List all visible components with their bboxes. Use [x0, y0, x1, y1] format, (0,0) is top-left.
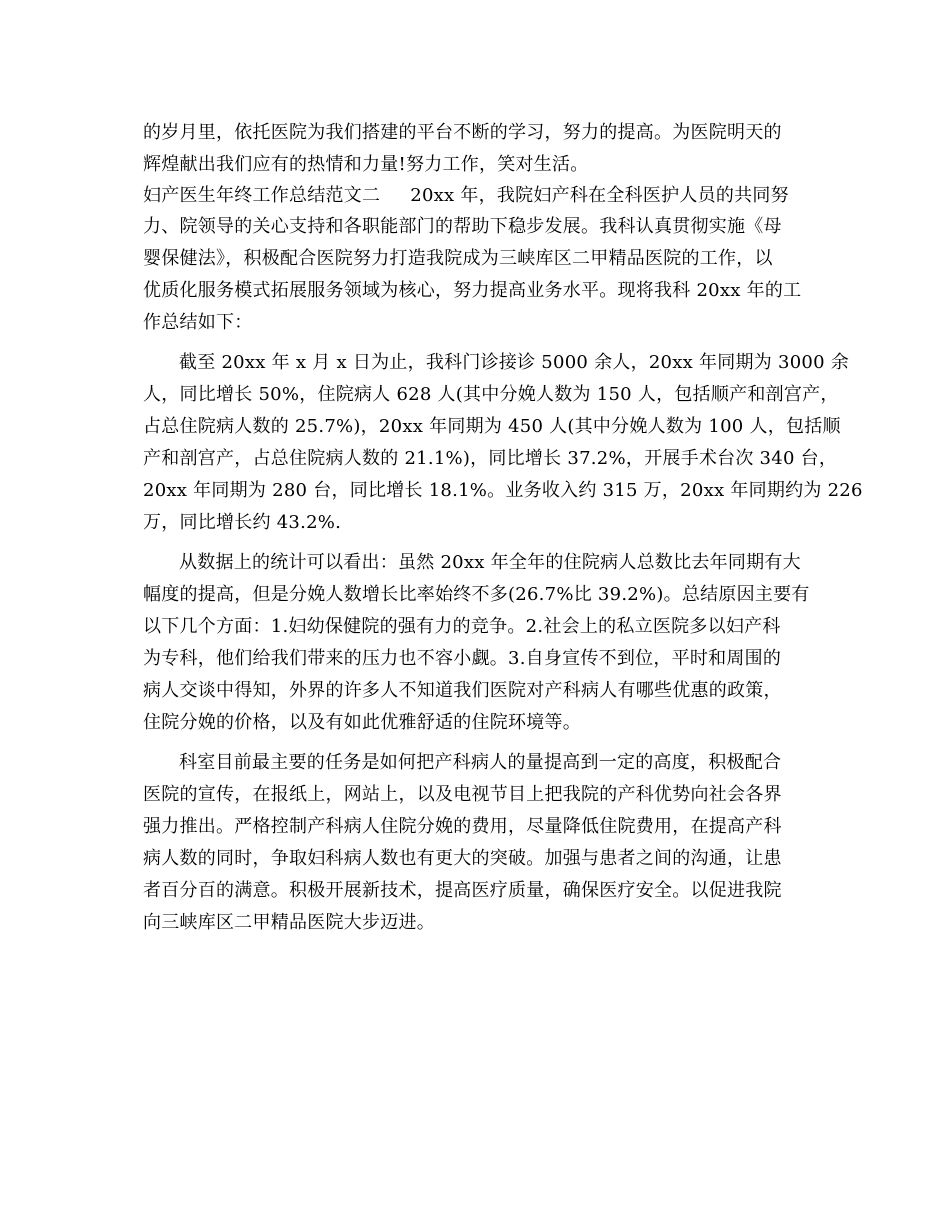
paragraph-gap: [143, 739, 803, 747]
text-line: 作总结如下：: [143, 312, 253, 333]
text-line: 截至 20xx 年 x 月 x 日为止，我科门诊接诊 5000 余人，20xx 年同期为 3000 余: [179, 352, 850, 373]
statistics-paragraph: [143, 347, 863, 539]
text-line: 向三峡库区二甲精品医院大步迈进。: [143, 912, 435, 933]
section-title: 妇产医生年终工作总结范文二: [143, 185, 381, 206]
text-line: 婴保健法》，积极配合医院努力打造我院成为三峡库区二甲精品医院的工作，以: [143, 248, 773, 269]
text-line: 产和剖宫产，占总住院病人数的 21.1%)，同比增长 37.2%，开展手术台次 340 台，: [143, 448, 838, 469]
text-line: 为专科，他们给我们带来的压力也不容小觑。3.自身宣传不到位，平时和周围的: [143, 648, 782, 669]
paragraph-gap: [143, 339, 803, 347]
text-line: 20xx 年同期为 280 台，同比增长 18.1%。业务收入约 315 万，20xx 年同期约为 226: [143, 480, 863, 501]
text-line: 人，同比增长 50%，住院病人 628 人(其中分娩人数为 150 人，包括顺产和剖宫产，: [143, 384, 839, 405]
section-heading-line: [143, 181, 803, 211]
text-line: 万，同比增长约 43.2%.: [143, 512, 342, 533]
text-line: 医院的宣传，在报纸上，网站上，以及电视节目上把我院的产科优势向社会各界: [143, 784, 782, 805]
text-line: 住院分娩的价格，以及有如此优雅舒适的住院环境等。: [143, 712, 581, 733]
text-line: 占总住院病人数的 25.7%)，20xx 年同期为 450 人(其中分娩人数为 100 人，包括顺: [143, 416, 841, 437]
text-line: 病人数的同时，争取妇科病人数也有更大的突破。加强与患者之间的沟通，让患: [143, 848, 782, 869]
analysis-paragraph: [143, 547, 810, 739]
text-line: 以下几个方面：1.妇幼保健院的强有力的竞争。2.社会上的私立医院多以妇产科: [143, 616, 781, 637]
text-line: 幅度的提高，但是分娩人数增长比率始终不多(26.7%比 39.2%)。总结原因主要有: [143, 584, 810, 605]
tasks-paragraph: [143, 747, 803, 939]
text-line: 的岁月里，依托医院为我们搭建的平台不断的学习，努力的提高。为医院明天的: [143, 122, 782, 143]
section-heading-paragraph: [143, 181, 803, 339]
intro-paragraph: [143, 117, 803, 181]
section-lead-text: 20xx 年，我院妇产科在全科医护人员的共同努: [410, 185, 789, 206]
text-line: 优质化服务模式拓展服务领域为核心，努力提高业务水平。现将我科 20xx 年的工: [143, 280, 802, 301]
paragraph-gap: [143, 539, 803, 547]
text-line: 力、院领导的关心支持和各职能部门的帮助下稳步发展。我科认真贯彻实施《母: [143, 216, 782, 237]
document-body: [143, 117, 863, 939]
text-line: 病人交谈中得知，外界的许多人不知道我们医院对产科病人有哪些优惠的政策，: [143, 680, 782, 701]
text-line: 者百分百的满意。积极开展新技术，提高医疗质量，确保医疗安全。以促进我院: [143, 880, 782, 901]
text-line: 辉煌献出我们应有的热情和力量!努力工作，笑对生活。: [143, 154, 589, 175]
text-line: 从数据上的统计可以看出：虽然 20xx 年全年的住院病人总数比去年同期有大: [179, 552, 801, 573]
text-line: 强力推出。严格控制产科病人住院分娩的费用，尽量降低住院费用，在提高产科: [143, 816, 782, 837]
text-line: 科室目前最主要的任务是如何把产科病人的量提高到一定的高度，积极配合: [179, 752, 782, 773]
